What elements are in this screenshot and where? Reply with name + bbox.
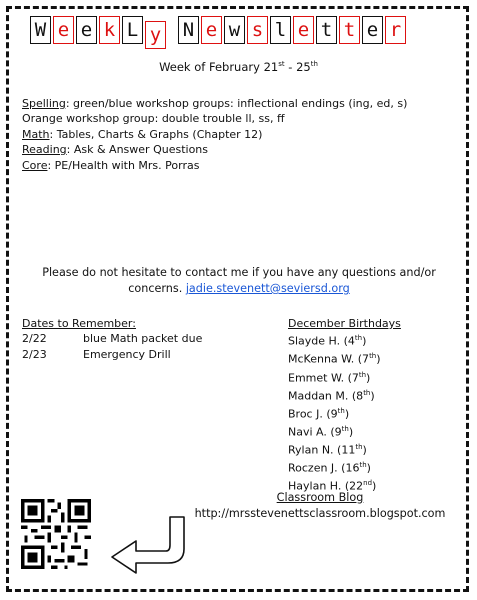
title-letter: t	[339, 16, 360, 44]
birthday-item: Maddan M. (8th)	[288, 388, 375, 403]
title-letter: L	[122, 16, 143, 44]
classroom-blog	[180, 490, 460, 521]
blog-url[interactable]: http://mrsstevenettsclassroom.blogspot.com	[194, 506, 446, 520]
title-letter: r	[385, 16, 406, 44]
birthday-item: Emmet W. (7th)	[288, 370, 371, 385]
subject-line: Orange workshop group: double trouble ll, ss, ff	[22, 112, 285, 126]
date-item: 2/23 Emergency Drill	[22, 347, 171, 361]
subject-line: Reading: Ask & Answer Questions	[22, 143, 208, 157]
title-letter: w	[224, 16, 245, 44]
curved-arrow-icon	[108, 515, 188, 579]
newsletter-title	[30, 16, 450, 50]
email-link[interactable]: jadie.stevenett@seviersd.org	[185, 282, 350, 295]
title-letter: k	[99, 16, 120, 44]
birthdays-list	[288, 316, 401, 494]
dates-to-remember	[22, 316, 202, 362]
dates-heading: Dates to Remember:	[22, 317, 136, 330]
subject-line: Spelling: green/blue workshop groups: inflectional endings (ing, ed, s)	[22, 97, 408, 110]
qr-code-icon[interactable]	[21, 499, 91, 569]
blog-heading: Classroom Blog	[276, 491, 364, 504]
title-letter: l	[270, 16, 291, 44]
birthday-item: McKenna W. (7th)	[288, 352, 381, 367]
date-item: 2/22 blue Math packet due	[22, 332, 203, 346]
title-letter: e	[201, 16, 222, 44]
title-letter: y	[145, 21, 166, 49]
title-letter: e	[76, 16, 97, 44]
title-letter: t	[316, 16, 337, 44]
subject-line: Core: PE/Health with Mrs. Porras	[22, 158, 200, 172]
birthday-item: Roczen J. (16th)	[288, 460, 371, 475]
title-letter: W	[30, 16, 51, 44]
subject-line: Math: Tables, Charts & Graphs (Chapter 12)	[22, 127, 263, 141]
birthdays-heading: December Birthdays	[288, 317, 401, 330]
title-letter: e	[362, 16, 383, 44]
contact-paragraph: Please do not hesitate to contact me if you have any questions and/or concerns. jadie.stevenett@seviersd.org	[42, 266, 436, 295]
title-letter: e	[293, 16, 314, 44]
birthday-item: Broc J. (9th)	[288, 406, 350, 421]
birthday-item: Navi A. (9th)	[288, 424, 354, 439]
subjects-list	[22, 96, 407, 173]
birthday-item: Rylan N. (11th)	[288, 442, 367, 457]
week-range: Week of February 21st - 25th	[159, 60, 318, 74]
title-letter: s	[247, 16, 268, 44]
birthday-item: Haylan H. (22nd)	[288, 478, 377, 493]
birthday-item: Slayde H. (4th)	[288, 334, 367, 349]
title-letter: e	[53, 16, 74, 44]
title-letter: N	[178, 16, 199, 44]
